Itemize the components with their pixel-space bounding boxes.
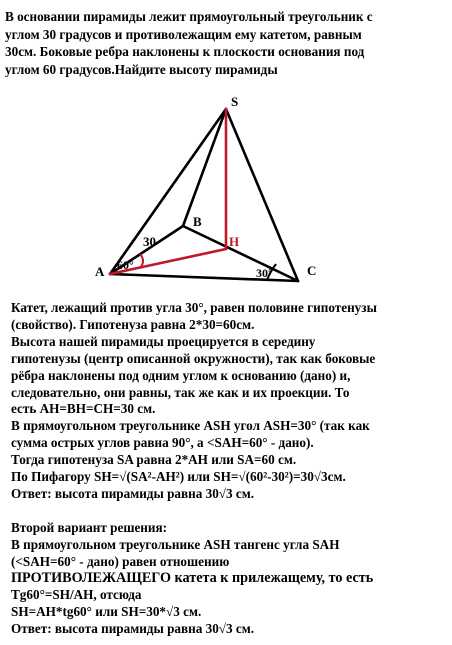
solution-line: (свойство). Гипотенуза равна 2*30=60см. (11, 316, 255, 332)
solution-line: Tg60°=SH/AH, отсюда (11, 587, 142, 603)
angle-label-c: 30° (256, 266, 273, 280)
second-solution-heading: Второй вариант решения: (11, 519, 168, 535)
answer-line: Ответ: высота пирамиды равна 30√3 см. (11, 621, 255, 637)
solution-line: Катет, лежащий против угла 30°, равен половине гипотенузы (11, 300, 377, 315)
solution-line: рёбра наклонены под одним углом к основанию (дано) и, (11, 367, 351, 383)
problem-line: углом 60 градусов.Найдите высоту пирамиды (5, 61, 278, 77)
solution-line: следовательно, они равны, так же как и их проекции. То (11, 384, 350, 400)
blank-line (11, 503, 447, 520)
vertex-label-c: C (307, 263, 317, 278)
solution-text (11, 300, 447, 638)
pyramid-figure (0, 88, 452, 296)
solution-line: SH=AH*tg60° или SH=30*√3 см. (11, 604, 202, 620)
solution-line: В прямоугольном треугольнике ASH тангенс угла SAH (11, 536, 340, 552)
problem-statement (5, 8, 447, 78)
vertex-label-s: S (231, 94, 239, 109)
solution-line: По Пифагору SH=√(SA²-AH²) или SH=√(60²-30²)=30√3см. (11, 469, 346, 485)
angle-label-a: 60° (117, 258, 134, 272)
problem-line: В основании пирамиды лежит прямоугольный треугольник с (5, 9, 373, 24)
solution-line: Тогда гипотенуза SA равна 2*AH или SA=60 см. (11, 452, 297, 468)
edge-sb (183, 109, 226, 226)
segment-label-ab: 30 (143, 234, 156, 249)
edge-sc (226, 109, 298, 281)
vertex-label-a: A (95, 264, 105, 279)
edge-sa (110, 109, 226, 274)
solution-line: Высота нашей пирамиды проецируется в середину (11, 333, 316, 349)
solution-line: (<SAH=60° - дано) равен отношению (11, 553, 230, 569)
vertex-label-b: B (193, 214, 202, 229)
solution-line: гипотенузы (центр описанной окружности), так как боковые (11, 350, 376, 366)
solution-line: В прямоугольном треугольнике ASH угол ASH=30° (так как (11, 418, 370, 434)
solution-line: сумма острых углов равна 90°, а <SAH=60° - дано). (11, 435, 314, 451)
answer-line: Ответ: высота пирамиды равна 30√3 см. (11, 485, 255, 501)
problem-line: 30см. Боковые ребра наклонены к плоскости основания под (5, 44, 365, 60)
pyramid-edges (110, 109, 298, 281)
angle-arc-a (140, 254, 143, 268)
solution-line: есть AH=BH=CH=30 см. (11, 401, 156, 417)
solution-line: ПРОТИВОЛЕЖАЩЕГО катета к прилежащему, то есть (11, 570, 374, 587)
vertex-label-h: H (229, 234, 240, 249)
problem-line: углом 30 градусов и противолежащим ему катетом, равным (5, 26, 362, 42)
